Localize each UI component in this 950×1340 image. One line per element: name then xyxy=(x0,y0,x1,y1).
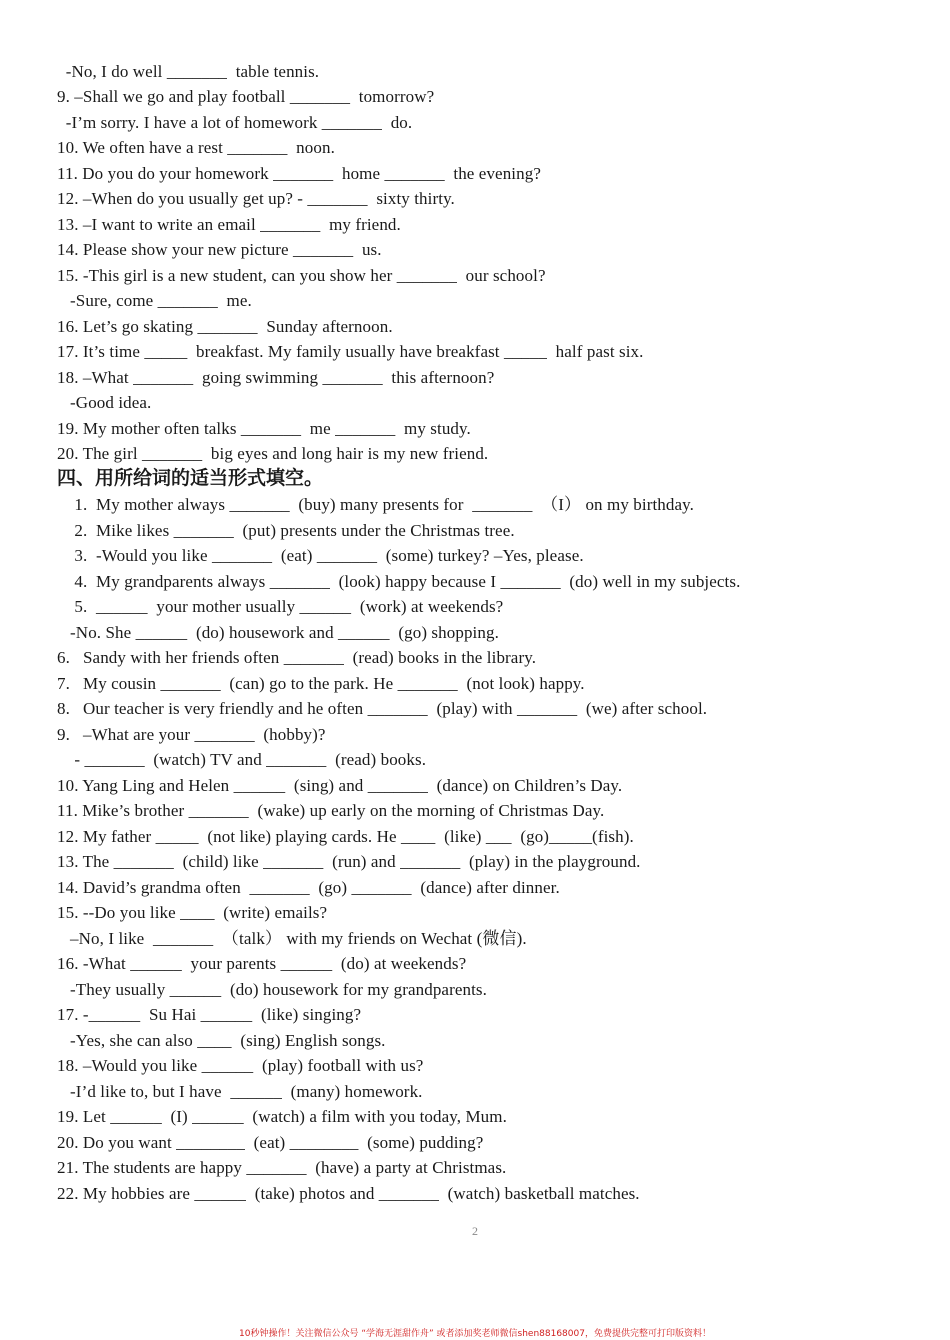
exercise-line: -Good idea. xyxy=(57,393,152,412)
exercise-line: -No, I do well _______ table tennis. xyxy=(57,62,320,81)
exercise-line: 19. My mother often talks _______ me _______ my study. xyxy=(57,419,471,438)
exercise-line: 14. Please show your new picture _______ us. xyxy=(57,240,382,259)
footer-note: 10秒钟操作！关注微信公众号 “学海无涯甜作舟” 或者添加奖老师微信shen88168007，免费提供完整可打印版资料！ xyxy=(239,1329,711,1339)
exercise-line: 17. -______ Su Hai ______ (like) singing? xyxy=(57,1005,362,1024)
exercise-line: 4. My grandparents always _______ (look) happy because I _______ (do) well in my subjects. xyxy=(57,572,741,591)
exercise-line: 12. My father _____ (not like) playing cards. He ____ (like) ___ (go)_____(fish). xyxy=(57,827,634,846)
exercise-line: 9. –Shall we go and play football _______ tomorrow? xyxy=(57,87,435,106)
exercise-line: -They usually ______ (do) housework for my grandparents. xyxy=(57,980,487,999)
exercise-line: 21. The students are happy _______ (have) a party at Christmas. xyxy=(57,1158,507,1177)
exercise-line: 5. ______ your mother usually ______ (work) at weekends? xyxy=(57,597,504,616)
exercise-line: 18. –What _______ going swimming _______ this afternoon? xyxy=(57,368,495,387)
exercise-line: 15. --Do you like ____ (write) emails? xyxy=(57,903,328,922)
exercise-line: -I’d like to, but I have ______ (many) homework. xyxy=(57,1082,423,1101)
exercise-line: 20. Do you want ________ (eat) ________ (some) pudding? xyxy=(57,1133,484,1152)
exercise-line: 20. The girl _______ big eyes and long hair is my new friend. xyxy=(57,444,489,463)
exercise-line: 14. David’s grandma often _______ (go) _______ (dance) after dinner. xyxy=(57,878,560,897)
exercise-line: -Yes, she can also ____ (sing) English songs. xyxy=(57,1031,386,1050)
exercise-line: 10. Yang Ling and Helen ______ (sing) and _______ (dance) on Children’s Day. xyxy=(57,776,623,795)
exercise-line: 16. -What ______ your parents ______ (do) at weekends? xyxy=(57,954,467,973)
exercise-line: 13. –I want to write an email _______ my friend. xyxy=(57,215,401,234)
exercise-line: 18. –Would you like ______ (play) football with us? xyxy=(57,1056,424,1075)
exercise-line: -No. She ______ (do) housework and ______ (go) shopping. xyxy=(57,623,499,642)
exercise-line: -Sure, come _______ me. xyxy=(57,291,252,310)
exercise-line: 7. My cousin _______ (can) go to the park. He _______ (not look) happy. xyxy=(57,674,585,693)
exercise-line: 17. It’s time _____ breakfast. My family usually have breakfast _____ half past six. xyxy=(57,342,644,361)
exercise-line: 11. Do you do your homework _______ home _______ the evening? xyxy=(57,164,541,183)
exercise-line: - _______ (watch) TV and _______ (read) books. xyxy=(57,750,427,769)
exercise-line: –No, I like _______ （talk） with my friends on Wechat (微信). xyxy=(57,929,527,948)
exercise-line: 3. -Would you like _______ (eat) _______ (some) turkey? –Yes, please. xyxy=(57,546,584,565)
exercise-line: 2. Mike likes _______ (put) presents under the Christmas tree. xyxy=(57,521,515,540)
exercise-line: 16. Let’s go skating _______ Sunday afternoon. xyxy=(57,317,393,336)
exercise-line: 8. Our teacher is very friendly and he often _______ (play) with _______ (we) after school. xyxy=(57,699,708,718)
exercise-line: 11. Mike’s brother _______ (wake) up early on the morning of Christmas Day. xyxy=(57,801,605,820)
exercise-line: 1. My mother always _______ (buy) many presents for _______ （I） on my birthday. xyxy=(57,495,694,514)
exercise-line: 9. –What are your _______ (hobby)? xyxy=(57,725,326,744)
exercise-line: 12. –When do you usually get up? - _______ sixty thirty. xyxy=(57,189,455,208)
exercise-line: 19. Let ______ (I) ______ (watch) a film with you today, Mum. xyxy=(57,1107,507,1126)
exercise-line: 6. Sandy with her friends often _______ (read) books in the library. xyxy=(57,648,537,667)
page-number: 2 xyxy=(472,1224,478,1238)
exercise-line: 22. My hobbies are ______ (take) photos and _______ (watch) basketball matches. xyxy=(57,1184,640,1203)
exercise-line: 13. The _______ (child) like _______ (run) and _______ (play) in the playground. xyxy=(57,852,641,871)
exercise-line: 10. We often have a rest _______ noon. xyxy=(57,138,335,157)
section-heading: 四、用所给词的适当形式填空。 xyxy=(57,467,324,489)
exercise-line: -I’m sorry. I have a lot of homework _______ do. xyxy=(57,113,413,132)
exercise-line: 15. -This girl is a new student, can you show her _______ our school? xyxy=(57,266,546,285)
